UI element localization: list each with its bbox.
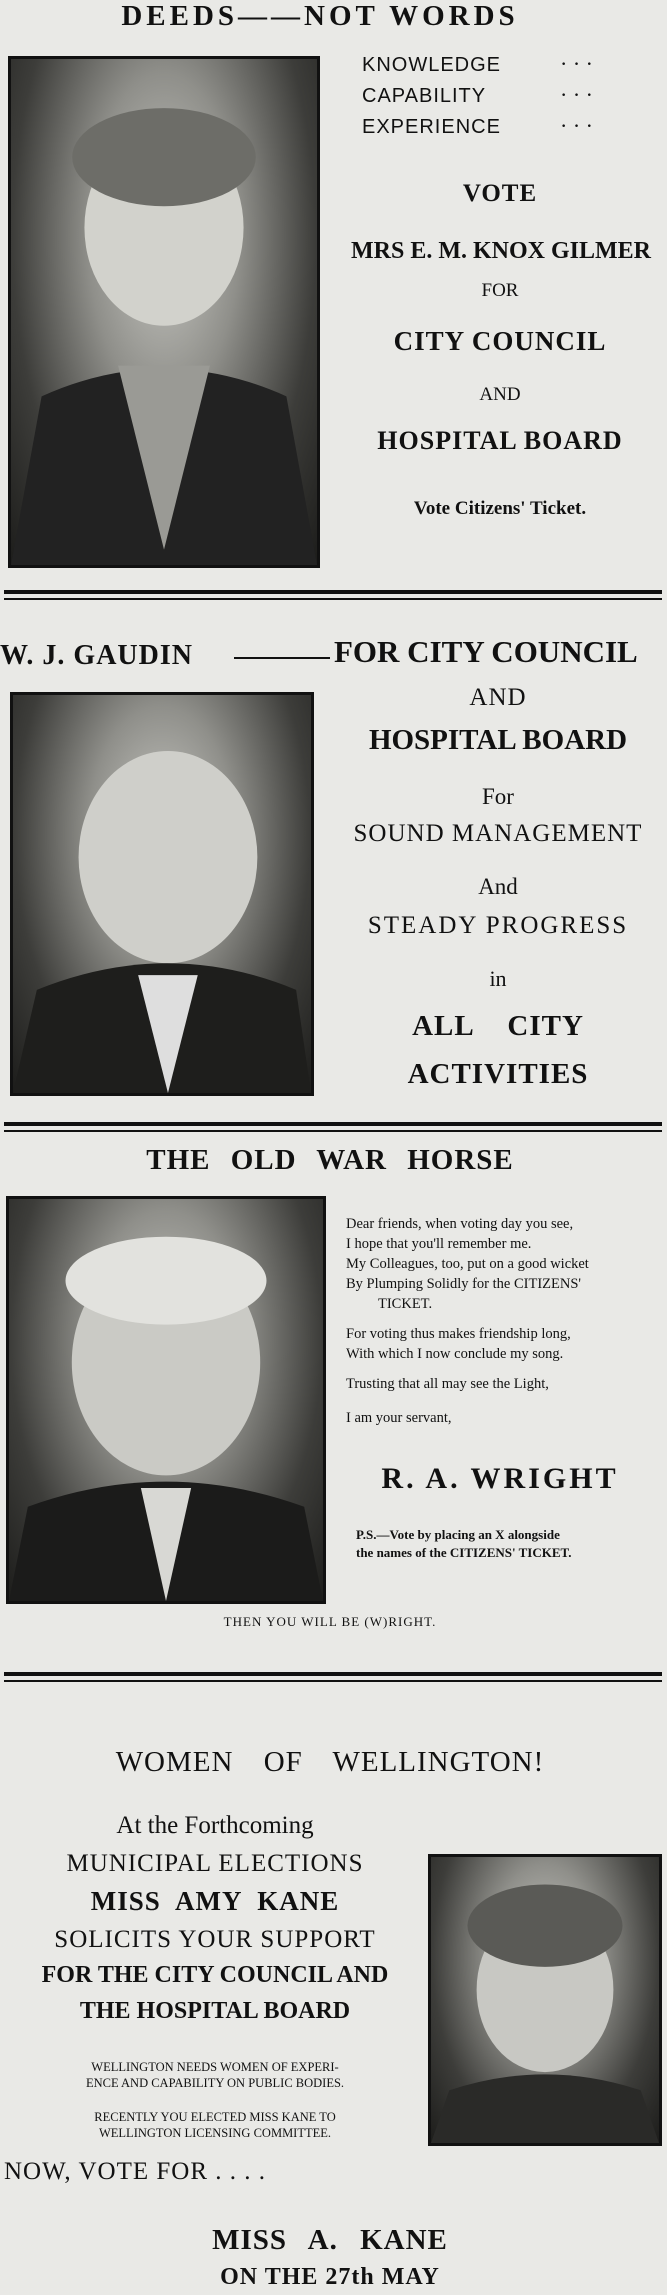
ad1-ticket: Vote Citizens' Ticket. bbox=[413, 498, 587, 519]
ad2-line2: STEADY PROGRESS bbox=[367, 912, 629, 939]
poem-line: Dear friends, when voting day you see, bbox=[346, 1216, 574, 1232]
ad-wright bbox=[0, 1132, 667, 1672]
ad2-line4: ACTIVITIES bbox=[407, 1058, 589, 1090]
portrait-kane bbox=[428, 1854, 662, 2146]
ad3-ps2: the names of the CITIZENS' TICKET. bbox=[356, 1545, 572, 1560]
quality-experience: EXPERIENCE bbox=[362, 116, 501, 138]
ad4-now: NOW, VOTE FOR . . . . bbox=[4, 2158, 266, 2185]
ad4-small3: RECENTLY YOU ELECTED MISS KANE TO bbox=[94, 2110, 336, 2124]
poem-line: With which I now conclude my song. bbox=[346, 1346, 564, 1362]
poem-line: TICKET. bbox=[378, 1296, 433, 1312]
divider-3 bbox=[4, 1672, 662, 1676]
ad4-l6: THE HOSPITAL BOARD bbox=[79, 1998, 351, 2024]
decorative-dots: · · · · · · · · · bbox=[560, 51, 593, 138]
ad2-office1: FOR CITY COUNCIL bbox=[334, 634, 638, 669]
ad4-l5: FOR THE CITY COUNCIL AND bbox=[41, 1962, 389, 1988]
poem-line: For voting thus makes friendship long, bbox=[346, 1326, 571, 1342]
ad4-small2: ENCE AND CAPABILITY ON PUBLIC BODIES. bbox=[85, 2076, 345, 2090]
divider-1 bbox=[4, 590, 662, 594]
ad3-headline: THE OLD WAR HORSE bbox=[146, 1144, 514, 1176]
ad1-office2: HOSPITAL BOARD bbox=[377, 426, 623, 455]
ad4-small1: WELLINGTON NEEDS WOMEN OF EXPERI- bbox=[91, 2060, 339, 2074]
ad4-headline: WOMEN OF WELLINGTON! bbox=[115, 1746, 545, 1778]
ad2-line3: ALL CITY bbox=[412, 1010, 584, 1042]
ad2-for: For bbox=[482, 784, 514, 809]
ad1-candidate: MRS E. M. KNOX GILMER bbox=[351, 238, 651, 264]
poem-line: By Plumping Solidly for the CITIZENS' bbox=[346, 1276, 582, 1292]
ad4-name: MISS A. KANE bbox=[212, 2224, 448, 2256]
poem-line: I hope that you'll remember me. bbox=[346, 1236, 532, 1252]
ad-knox-gilmer bbox=[0, 0, 667, 590]
ad1-and: AND bbox=[479, 384, 521, 405]
ad-gaudin bbox=[0, 600, 667, 1120]
divider-2 bbox=[4, 1122, 662, 1126]
ad-kane bbox=[0, 1682, 667, 2295]
ad2-and2: And bbox=[478, 874, 518, 899]
portrait-wright bbox=[6, 1196, 326, 1604]
ad4-small4: WELLINGTON LICENSING COMMITTEE. bbox=[98, 2126, 332, 2140]
ad1-headline: DEEDS——NOT WORDS bbox=[121, 0, 519, 32]
ad3-signature: R. A. WRIGHT bbox=[381, 1462, 619, 1495]
ad2-and: AND bbox=[469, 684, 527, 711]
ad2-line1: SOUND MANAGEMENT bbox=[353, 820, 643, 847]
ad1-for: FOR bbox=[481, 280, 519, 301]
poem-line: I am your servant, bbox=[346, 1410, 452, 1426]
portrait-gaudin bbox=[10, 692, 314, 1096]
ad4-l2: MUNICIPAL ELECTIONS bbox=[66, 1850, 364, 1877]
ad3-ps1: P.S.—Vote by placing an X alongside bbox=[356, 1527, 560, 1542]
ad1-office1: CITY COUNCIL bbox=[393, 326, 607, 356]
ad4-date: ON THE 27th MAY bbox=[220, 2264, 440, 2290]
portrait-knox-gilmer bbox=[8, 56, 320, 568]
ad4-l4: SOLICITS YOUR SUPPORT bbox=[54, 1926, 376, 1953]
quality-knowledge: KNOWLEDGE bbox=[362, 54, 502, 76]
poem bbox=[346, 1214, 664, 1428]
poem-line: My Colleagues, too, put on a good wicket bbox=[346, 1256, 589, 1272]
name-dash bbox=[234, 657, 330, 659]
ad1-vote: VOTE bbox=[462, 180, 538, 207]
ad3-footer: THEN YOU WILL BE (W)RIGHT. bbox=[223, 1614, 437, 1629]
ad4-l3: MISS AMY KANE bbox=[90, 1886, 340, 1916]
quality-capability: CAPABILITY bbox=[362, 85, 487, 107]
poem-line: Trusting that all may see the Light, bbox=[346, 1376, 549, 1392]
ad2-name: W. J. GAUDIN bbox=[0, 640, 193, 671]
ad2-in: in bbox=[489, 966, 507, 991]
ad2-office2: HOSPITAL BOARD bbox=[368, 724, 628, 756]
ad4-l1: At the Forthcoming bbox=[116, 1812, 314, 1839]
